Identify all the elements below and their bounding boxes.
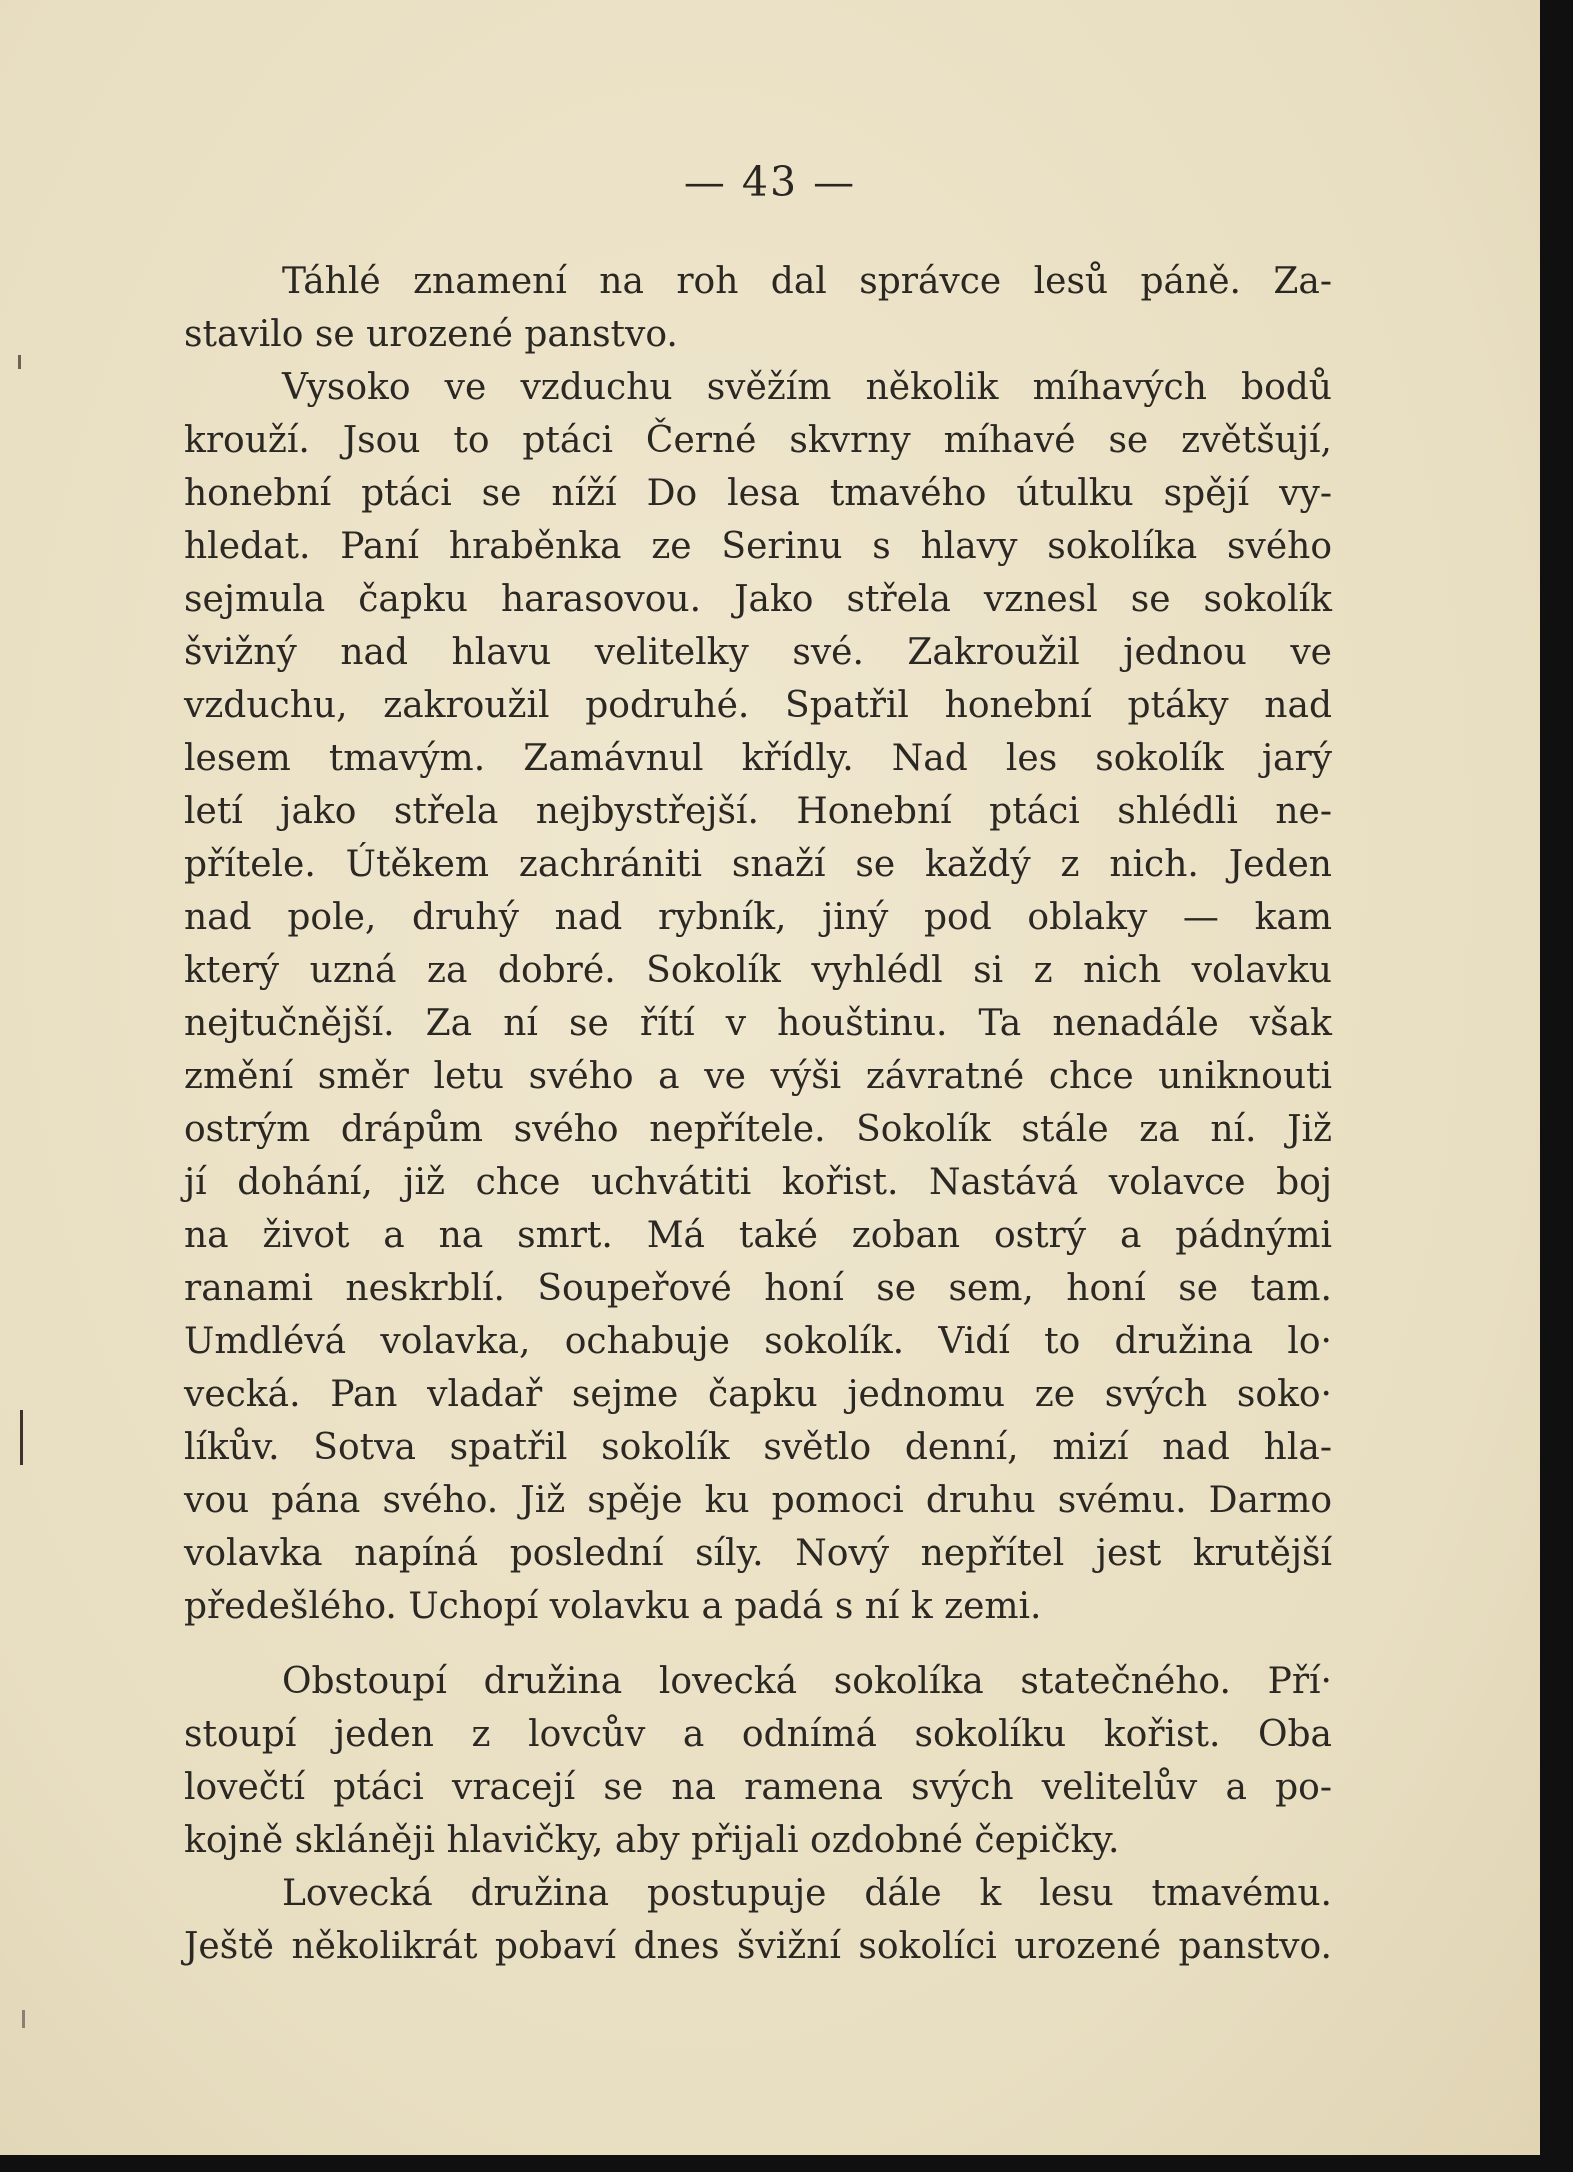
- text-line: který uzná za dobré. Sokolík vyhlédl si z nich volavku: [184, 950, 1332, 991]
- scan-border-bottom: [0, 2155, 1573, 2172]
- text-line: na život a na smrt. Má také zoban ostrý a pádnými: [184, 1215, 1332, 1256]
- text-line: líkův. Sotva spatřil sokolík světlo denní, mizí nad hla-: [184, 1427, 1332, 1468]
- text-line: vecká. Pan vladař sejme čapku jednomu ze svých soko·: [184, 1374, 1332, 1415]
- text-line: sejmula čapku harasovou. Jako střela vznesl se sokolík: [184, 579, 1332, 620]
- text-line: nad pole, druhý nad rybník, jiný pod oblaky — kam: [184, 897, 1332, 938]
- text-line: stoupí jeden z lovcův a odnímá sokolíku kořist. Oba: [184, 1714, 1332, 1755]
- text-line: volavka napíná poslední síly. Nový nepřítel jest krutější: [184, 1533, 1332, 1574]
- paragraph-4: [184, 1867, 1332, 1973]
- text-line: Ještě několikrát pobaví dnes švižní sokolíci urozené panstvo.: [184, 1926, 1332, 1967]
- body-text: [184, 255, 1332, 1973]
- text-line: jí dohání, již chce uchvátiti kořist. Nastává volavce boj: [184, 1162, 1332, 1203]
- text-line: ranami neskrblí. Soupeřové honí se sem, honí se tam.: [184, 1268, 1332, 1309]
- scan-mark: [18, 355, 21, 369]
- text-line: švižný nad hlavu velitelky své. Zakroužil jednou ve: [184, 632, 1332, 673]
- scan-mark: [22, 2010, 25, 2028]
- text-line: letí jako střela nejbystřejší. Honební ptáci shlédli ne-: [184, 791, 1332, 832]
- paragraph-1: [184, 255, 1332, 361]
- text-line: předešlého. Uchopí volavku a padá s ní k zemi.: [184, 1586, 1042, 1627]
- text-line: kojně skláněji hlavičky, aby přijali ozdobné čepičky.: [184, 1820, 1120, 1861]
- text-line: stavilo se urozené panstvo.: [184, 314, 678, 355]
- text-line: krouží. Jsou to ptáci Černé skvrny míhavé se zvětšují,: [184, 420, 1332, 461]
- text-line: Táhlé znamení na roh dal správce lesů páně. Za-: [282, 261, 1332, 302]
- page-number: — 43 —: [683, 158, 857, 206]
- scan-mark: [20, 1410, 23, 1465]
- text-line: hledat. Paní hraběnka ze Serinu s hlavy sokolíka svého: [184, 526, 1332, 567]
- text-line: změní směr letu svého a ve výši závratné chce uniknouti: [184, 1056, 1332, 1097]
- text-line: honební ptáci se níží Do lesa tmavého útulku spějí vy-: [184, 473, 1332, 514]
- paragraph-2: [184, 361, 1332, 1633]
- text-line: vou pána svého. Již spěje ku pomoci druhu svému. Darmo: [184, 1480, 1332, 1521]
- text-line: Umdlévá volavka, ochabuje sokolík. Vidí to družina lo·: [184, 1321, 1332, 1362]
- paragraph-gap: [184, 1633, 1332, 1655]
- text-line: nejtučnější. Za ní se řítí v houštinu. Ta nenadále však: [184, 1003, 1332, 1044]
- text-line: Obstoupí družina lovecká sokolíka statečného. Pří·: [282, 1661, 1332, 1702]
- paragraph-3: [184, 1655, 1332, 1867]
- scan-border-right: [1540, 0, 1573, 2172]
- text-line: vzduchu, zakroužil podruhé. Spatřil honební ptáky nad: [184, 685, 1332, 726]
- text-line: lesem tmavým. Zamávnul křídly. Nad les sokolík jarý: [184, 738, 1332, 779]
- text-line: lovečtí ptáci vracejí se na ramena svých velitelův a po-: [184, 1767, 1332, 1808]
- text-line: Vysoko ve vzduchu svěžím několik míhavých bodů: [282, 367, 1332, 408]
- text-line: Lovecká družina postupuje dále k lesu tmavému.: [282, 1873, 1332, 1914]
- text-line: ostrým drápům svého nepřítele. Sokolík stále za ní. Již: [184, 1109, 1332, 1150]
- text-line: přítele. Útěkem zachrániti snaží se každý z nich. Jeden: [184, 844, 1332, 885]
